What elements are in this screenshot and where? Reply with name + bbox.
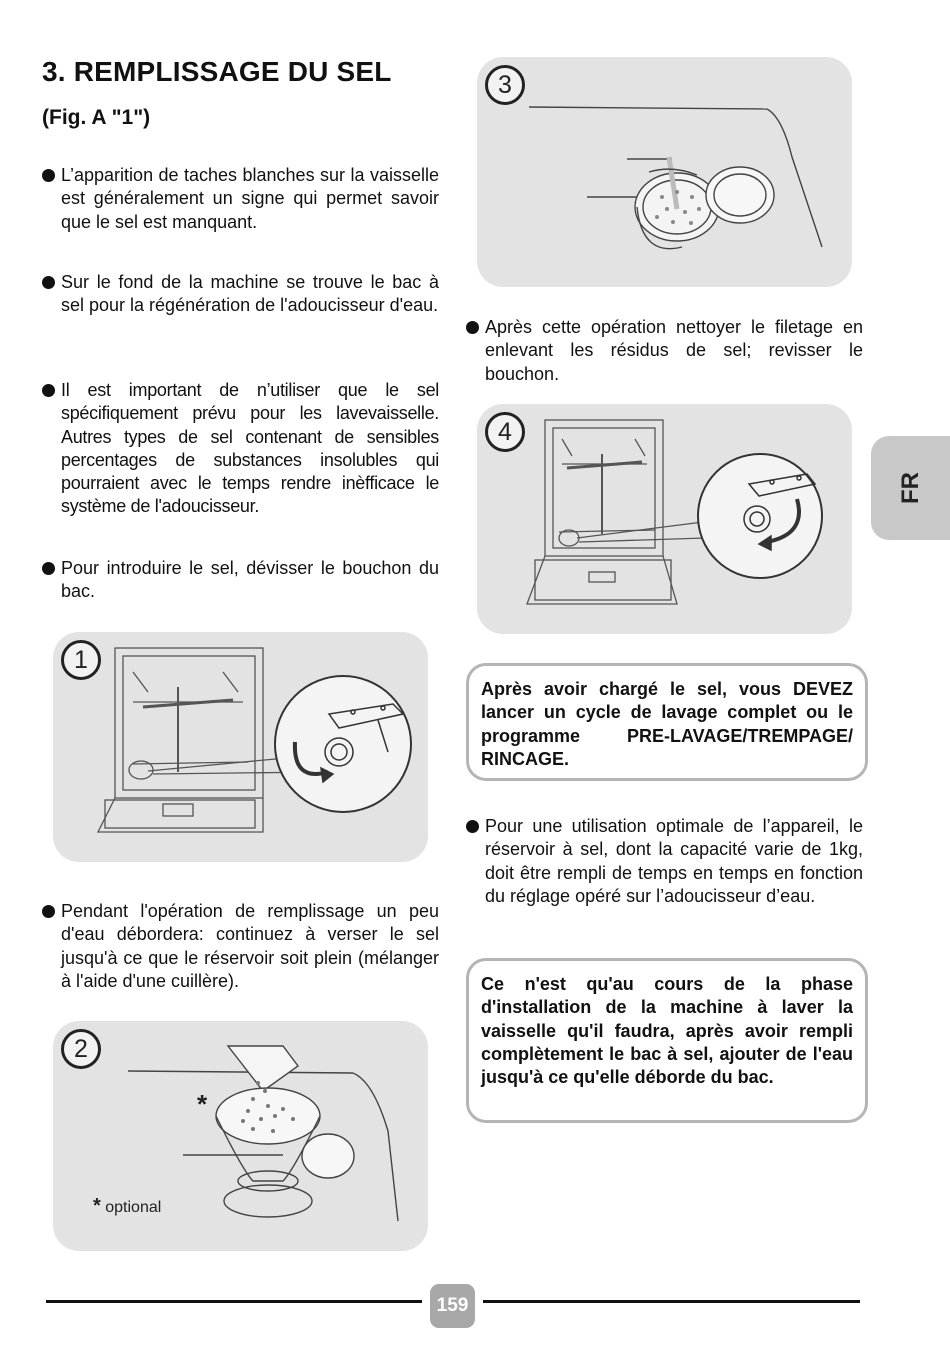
bullet-text: Il est important de n’utiliser que le sel spécifiquement prévu pour les lavevaisselle. Autres types de sel contenant de sensibles percentages de substances insolubles qui pourraient avec le temps rendre inèfficace le système de l'adoucisseur. [61,380,439,517]
note-installation-water: Ce n'est qu'au cours de la phase d'installation de la machine à laver la vaisselle qu'il faudra, après avoir rempli complètement le bac à sel, ajouter de l'eau jusqu'à ce qu'elle déborde du bac. [466,958,868,1123]
figure-number-badge: 1 [61,640,101,680]
bullet-dot [42,384,55,397]
bullet-text: L’apparition de taches blanches sur la vaisselle est généralement un signe qui permet savoir que le sel est manquant. [61,165,439,232]
optional-mark: * [93,1195,101,1217]
bullet-dot [42,562,55,575]
bullet-dot [466,820,479,833]
page-number: 159 [430,1284,475,1328]
language-tab [871,436,950,540]
note-wash-cycle: Après avoir chargé le sel, vous DEVEZ lancer un cycle de lavage complet ou le programme PRE-LAVAGE/TREMPAGE/ RINCAGE. [466,663,868,781]
bullet-dot [42,276,55,289]
figure-3-salt-container [477,57,852,287]
figure-number-badge: 3 [485,65,525,105]
figure-number-badge: 4 [485,412,525,452]
bullet-salt-container [42,271,439,318]
optional-caption [93,1195,161,1218]
bullet-text: Pour une utilisation optimale de l’appareil, le réservoir à sel, dont la capacité varie de 1kg, doit être rempli de temps en temps en fonction du réglage opéré sur l’adoucisseur d’eau. [485,816,863,906]
bullet-optimal-use [466,815,863,908]
bullet-clean-thread [466,316,863,386]
bullet-dot [42,905,55,918]
figure-1-dishwasher-cap [53,632,428,862]
bullet-text: Après cette opération nettoyer le filetage en enlevant les résidus de sel; revisser le bouchon. [485,317,863,384]
bullet-unscrew-cap [42,557,439,604]
figure-3-illustration [477,57,852,287]
figure-1-illustration [53,632,428,862]
bullet-dot [42,169,55,182]
optional-asterisk: * [197,1089,208,1119]
page-title: 3. REMPLISSAGE DU SEL [42,56,392,87]
bullet-text: Pour introduire le sel, dévisser le bouchon du bac. [61,558,439,602]
footer-rule-left [46,1300,422,1303]
section-subtitle: (Fig. A "1") [42,106,151,129]
optional-label: optional [105,1199,162,1216]
bullet-white-spots [42,164,439,234]
bullet-text: Pendant l'opération de remplissage un peu d'eau débordera: continuez à verser le sel jusqu'à ce que le réservoir soit plein (mélanger à l'aide d'une cuillère). [61,901,439,991]
figure-4-illustration [477,404,852,634]
bullet-dot [466,321,479,334]
bullet-filling [42,900,439,993]
figure-4-screw-cap [477,404,852,634]
figure-number-badge: 2 [61,1029,101,1069]
language-tab-label: FR [896,472,924,504]
bullet-text: Sur le fond de la machine se trouve le bac à sel pour la régénération de l'adoucisseur d'eau. [61,272,439,316]
figure-2-pour-salt [53,1021,428,1251]
footer-rule-right [483,1300,860,1303]
bullet-salt-type [42,379,439,519]
